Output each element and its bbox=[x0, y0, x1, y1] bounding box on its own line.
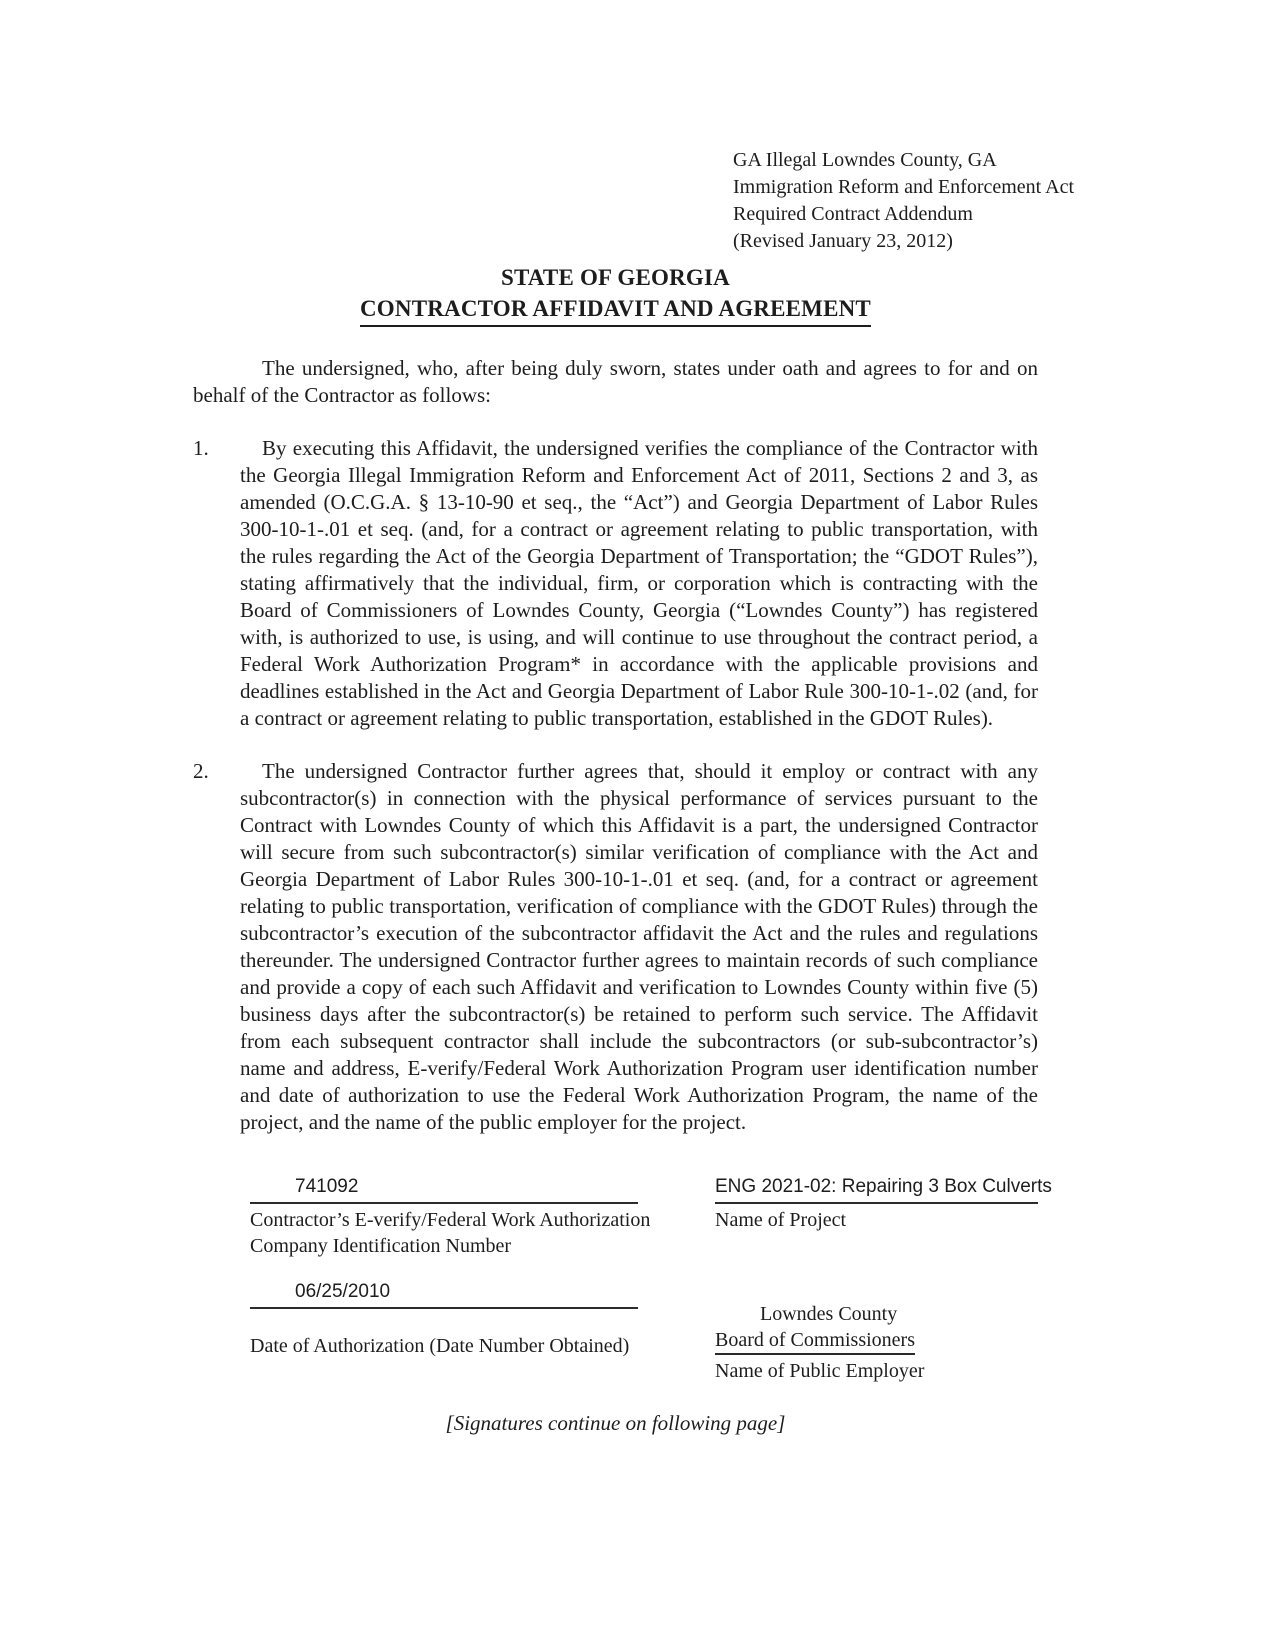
everify-label-line-1: Contractor’s E-verify/Federal Work Authorization bbox=[250, 1209, 651, 1231]
everify-label-line-2: Company Identification Number bbox=[250, 1235, 512, 1257]
document-title bbox=[193, 262, 1038, 327]
form-left-column bbox=[193, 1176, 651, 1359]
form-right-column bbox=[715, 1176, 1052, 1384]
authorization-date-value: 06/25/2010 bbox=[250, 1281, 638, 1309]
public-employer-field bbox=[715, 1301, 1038, 1384]
intro-paragraph: The undersigned, who, after being duly sworn, states under oath and agrees to for and on behalf of the Contractor as follows: bbox=[193, 356, 1038, 407]
item-2-number: 2. bbox=[193, 759, 209, 783]
item-1-number: 1. bbox=[193, 436, 209, 460]
everify-number-value: 741092 bbox=[250, 1176, 638, 1204]
form-section bbox=[193, 1176, 1052, 1384]
project-name-value: ENG 2021-02: Repairing 3 Box Culverts bbox=[715, 1176, 1038, 1204]
numbered-item-2 bbox=[193, 758, 1038, 1136]
employer-name-line-1: Lowndes County bbox=[760, 1303, 898, 1325]
employer-name-line-2 bbox=[715, 1327, 1038, 1355]
public-employer-label: Name of Public Employer bbox=[715, 1360, 925, 1382]
header-line-1: GA Illegal Lowndes County, GA bbox=[733, 149, 997, 171]
project-name-label: Name of Project bbox=[715, 1209, 847, 1231]
authorization-date-field bbox=[250, 1281, 638, 1359]
everify-number-field bbox=[250, 1176, 651, 1259]
signatures-continue-note: [Signatures continue on following page] bbox=[445, 1411, 786, 1435]
authorization-date-label: Date of Authorization (Date Number Obtained) bbox=[250, 1335, 630, 1357]
header-line-2: Immigration Reform and Enforcement Act bbox=[733, 176, 1075, 198]
item-2-text: The undersigned Contractor further agrees that, should it employ or contract with any subcontractor(s) in connection with the physical performance of services pursuant to the Contract with Lowndes County of which this Affidavit is a part, the undersigned Contractor will secure from such subcontractor(s) similar verification of compliance with the Act and Georgia Department of Labor Rules 300-10-1-.01 et seq. (and, for a contract or agreement relating to public transportation, verification of compliance with the GDOT Rules) through the subcontractor’s execution of the subcontractor affidavit the Act and the rules and regulations thereunder. The undersigned Contractor further agrees to maintain records of such compliance and provide a copy of each such Affidavit and verification to Lowndes County within five (5) business days after the subcontractor(s) be retained to perform such service. The Affidavit from each subsequent contractor shall include the subcontractors (or sub-subcontractor’s) name and address, E-verify/Federal Work Authorization Program user identification number and date of authorization to use the Federal Work Authorization Program, the name of the project, and the name of the public employer for the project. bbox=[240, 759, 1038, 1134]
header-line-3: Required Contract Addendum bbox=[733, 203, 973, 225]
header-block bbox=[733, 147, 1074, 255]
employer-name-underlined-text: Board of Commissioners bbox=[715, 1327, 915, 1355]
header-line-4: (Revised January 23, 2012) bbox=[733, 230, 953, 252]
title-main-underlined-text: CONTRACTOR AFFIDAVIT AND AGREEMENT bbox=[360, 293, 871, 327]
title-main-line bbox=[193, 293, 1038, 327]
project-name-field bbox=[715, 1176, 1052, 1233]
item-1-text: By executing this Affidavit, the undersigned verifies the compliance of the Contractor with the Georgia Illegal Immigration Reform and Enforcement Act of 2011, Sections 2 and 3, as amended (O.C.G.A. § 13-10-90 et seq., the “Act”) and Georgia Department of Labor Rules 300-10-1-.01 et seq. (and, for a contract or agreement relating to public transportation, with the rules regarding the Act of the Georgia Department of Transportation; the “GDOT Rules”), stating affirmatively that the individual, firm, or corporation which is contracting with the Board of Commissioners of Lowndes County, Georgia (“Lowndes County”) has registered with, is authorized to use, is using, and will continue to use throughout the contract period, a Federal Work Authorization Program* in accordance with the applicable provisions and deadlines established in the Act and Georgia Department of Labor Rule 300-10-1-.02 (and, for a contract or agreement relating to public transportation, established in the GDOT Rules). bbox=[240, 436, 1038, 730]
title-state-line: STATE OF GEORGIA bbox=[501, 265, 730, 290]
numbered-item-1 bbox=[193, 435, 1038, 732]
